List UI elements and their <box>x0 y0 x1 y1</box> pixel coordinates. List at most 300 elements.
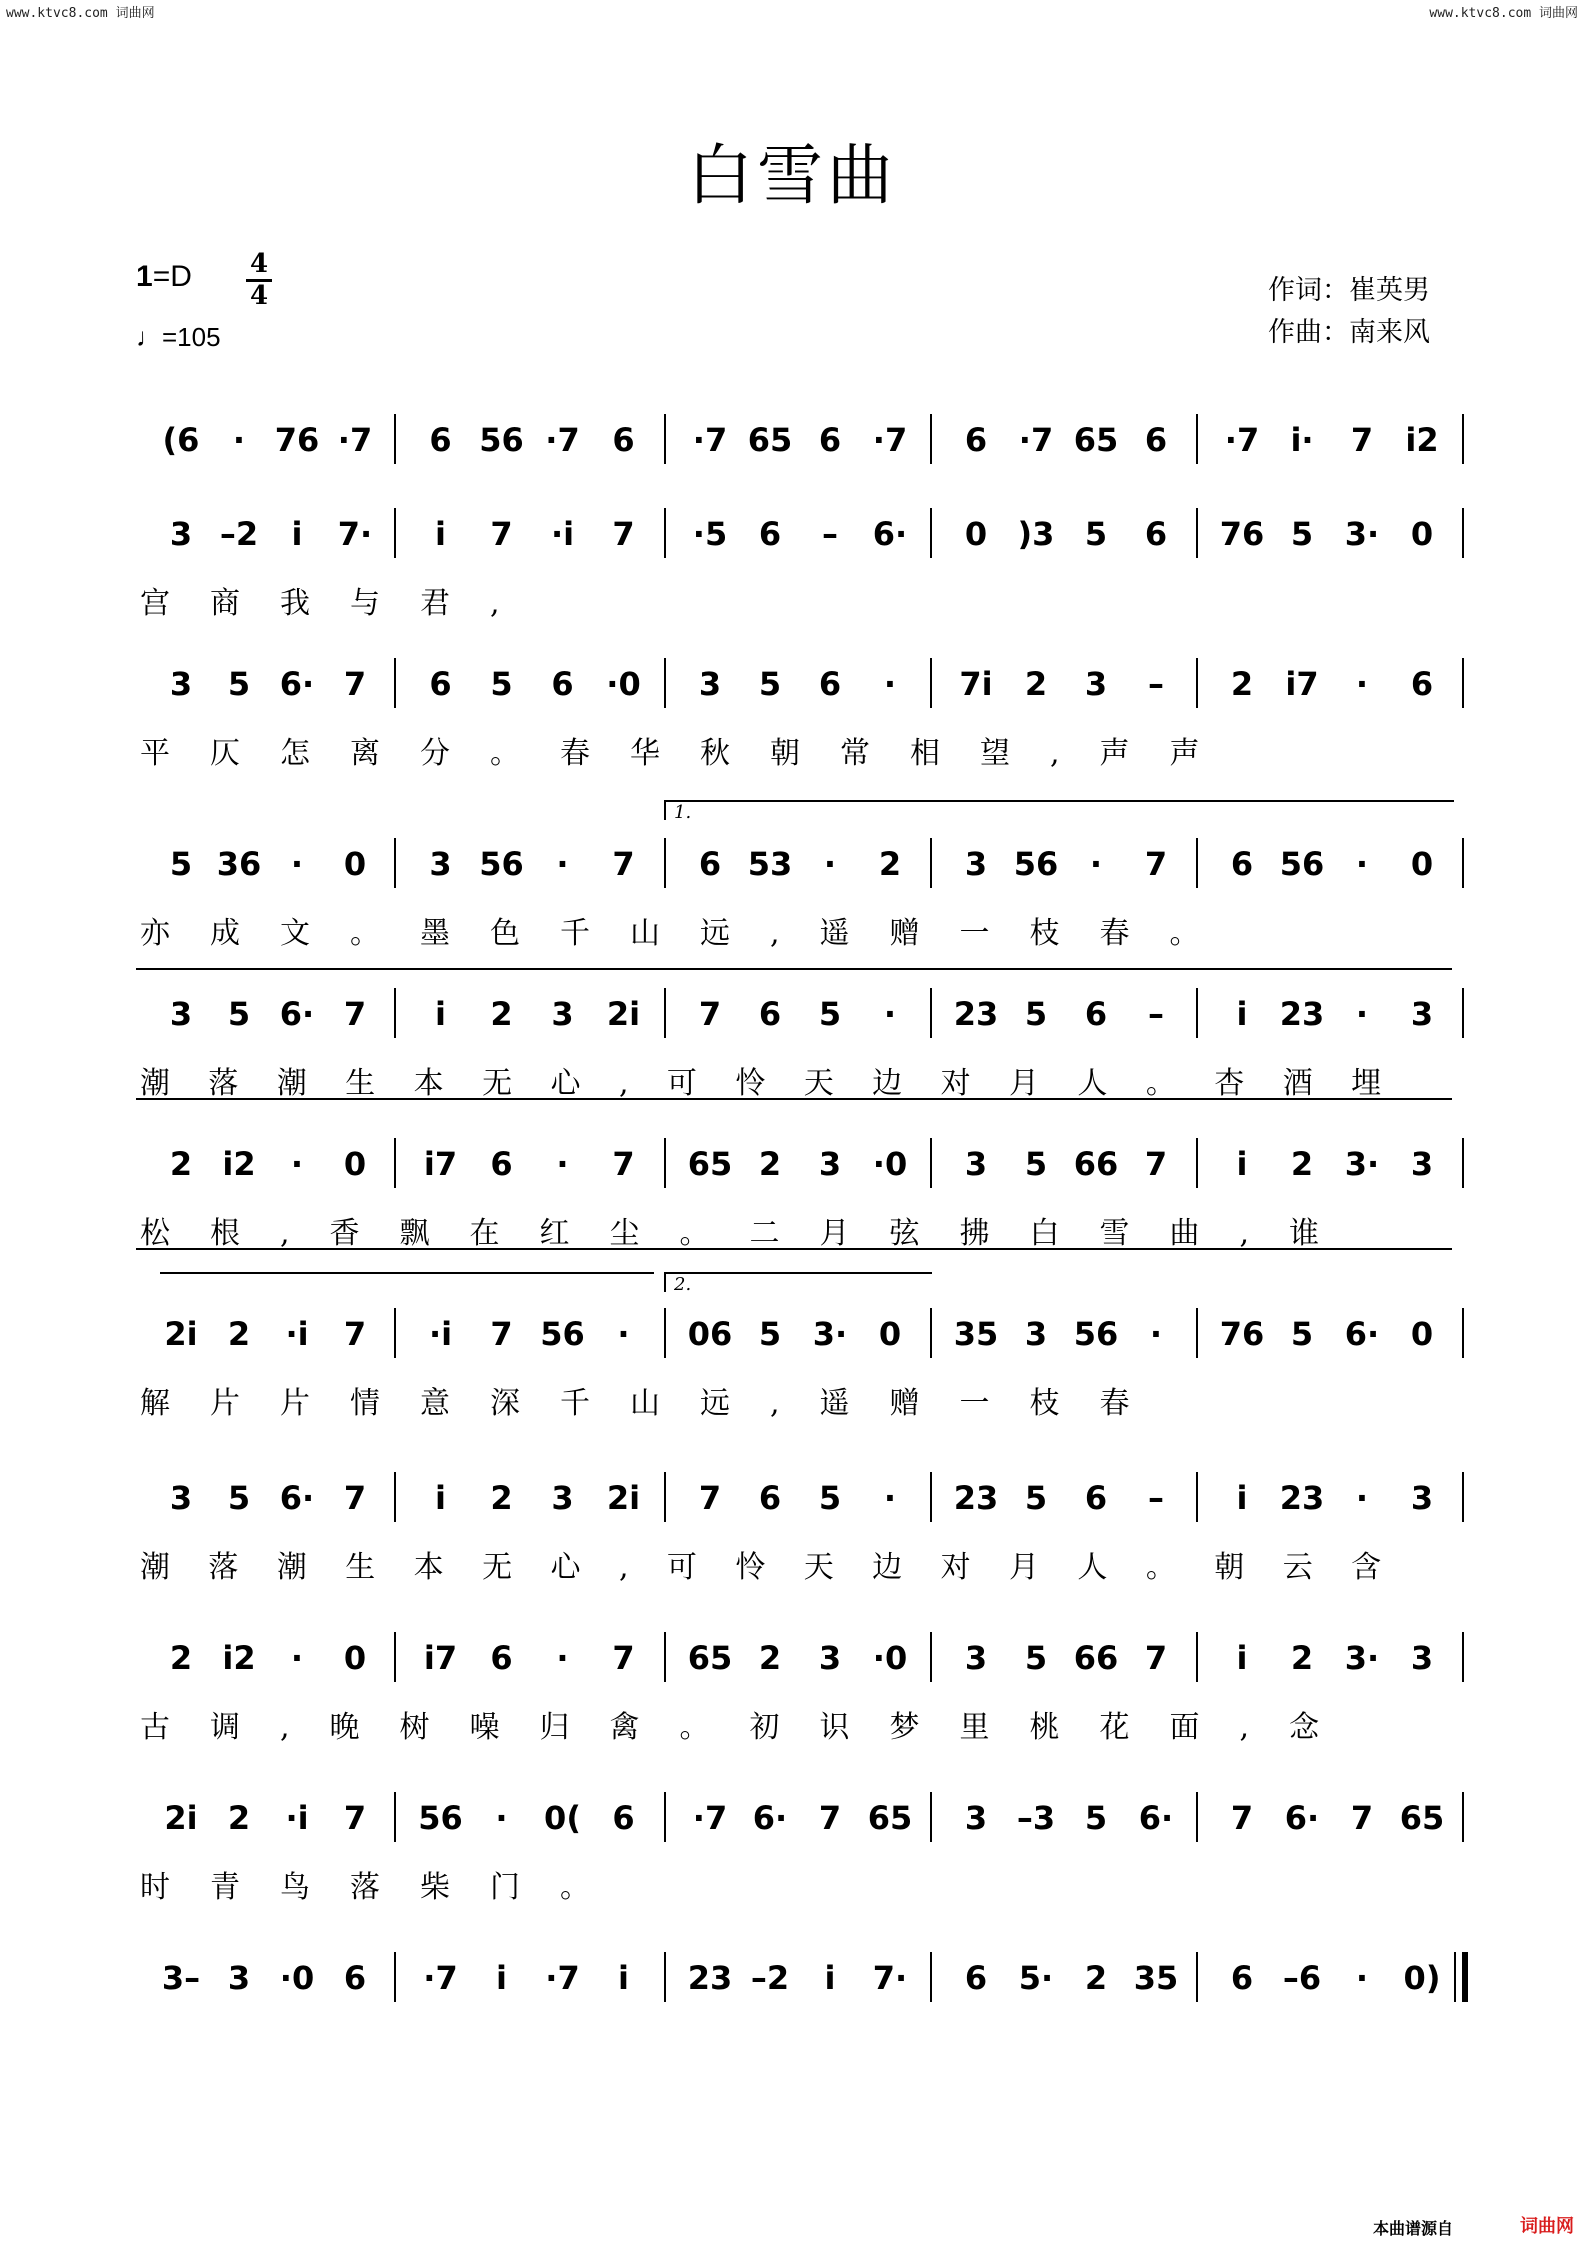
time-signature: 4 4 <box>246 250 272 311</box>
note-cell: · <box>1355 665 1369 703</box>
barline <box>1196 1472 1198 1522</box>
note-cell: 06 <box>687 1315 733 1353</box>
note-cell: 0 <box>343 1145 367 1183</box>
lyric-line: 亦成文。墨色千山远,遥赠一枝春。 <box>140 916 1240 951</box>
note-cell: 5 <box>1024 1639 1048 1677</box>
note-cell: 6 <box>551 665 574 703</box>
note-cell: 2 <box>1290 1145 1314 1183</box>
note-cell: · <box>883 1479 897 1517</box>
note-cell: 5 <box>818 1479 842 1517</box>
note-cell: 7 <box>343 1799 367 1837</box>
note-cell: 6· <box>1284 1799 1320 1837</box>
barline <box>394 838 396 888</box>
note-cell: · <box>883 995 897 1033</box>
note-cell: i <box>435 515 446 553</box>
note-cell: 3 <box>1024 1315 1048 1353</box>
barline <box>394 508 396 558</box>
note-cell: 6 <box>490 1145 513 1183</box>
note-cell: 6 <box>758 995 782 1033</box>
note-cell: 7 <box>698 1479 722 1517</box>
note-cell: ·0 <box>279 1959 315 1997</box>
note-cell: 3· <box>1344 515 1380 553</box>
note-cell: ·7 <box>423 1959 458 1997</box>
note-cell: ·7 <box>337 421 373 459</box>
note-cell: 3 <box>964 845 988 883</box>
note-cell: 5 <box>227 1479 251 1517</box>
note-cell: 0 <box>343 845 367 883</box>
note-cell: 2 <box>758 1145 782 1183</box>
barline <box>394 1308 396 1358</box>
note-cell: 2 <box>1290 1639 1314 1677</box>
barline <box>1462 414 1464 464</box>
lyric-line: 宫商我与君, <box>140 586 540 621</box>
note-cell: )3 <box>1017 515 1055 553</box>
key-signature: 1=D <box>136 260 192 293</box>
note-cell: 56 <box>1279 845 1325 883</box>
tempo-marking: ♩=105 <box>136 322 221 352</box>
barline <box>1462 1472 1464 1522</box>
note-cell: 56 <box>479 421 524 459</box>
note-cell: – <box>822 515 838 553</box>
note-cell: · <box>1089 845 1103 883</box>
note-cell: 65 <box>687 1145 733 1183</box>
note-cell: · <box>1355 995 1369 1033</box>
barline <box>1196 1138 1198 1188</box>
note-cell: 56 <box>1073 1315 1119 1353</box>
note-cell: ·7 <box>692 421 728 459</box>
lyric-line: 松根,香飘在红尘。二月弦拂白雪曲,谁 <box>140 1216 1360 1251</box>
barline <box>930 1138 932 1188</box>
note-cell: 5 <box>1024 995 1048 1033</box>
note-cell: 7 <box>612 515 635 553</box>
barline <box>664 1472 666 1522</box>
note-cell: 2i <box>164 1799 198 1837</box>
note-cell: i <box>824 1959 836 1997</box>
volta-second <box>664 1272 932 1295</box>
note-cell: 3 <box>169 665 193 703</box>
note-cell: 66 <box>1073 1639 1119 1677</box>
note-cell: · <box>232 421 246 459</box>
barline <box>1196 988 1198 1038</box>
note-cell: 0 <box>878 1315 902 1353</box>
note-cell: 0( <box>544 1799 581 1837</box>
note-cell: i <box>1236 1145 1248 1183</box>
lyricist-credit: 作词：崔英男 <box>1268 275 1430 306</box>
note-cell: 65 <box>1399 1799 1445 1837</box>
barline <box>1462 1952 1468 2002</box>
note-cell: 3 <box>169 515 193 553</box>
note-cell: 6 <box>698 845 722 883</box>
note-cell: i <box>435 1479 446 1517</box>
note-cell: 3 <box>1084 665 1108 703</box>
note-cell: 56 <box>418 1799 463 1837</box>
barline <box>394 414 396 464</box>
composer-credit: 作曲：南来风 <box>1268 317 1430 348</box>
note-cell: 5 <box>1024 1479 1048 1517</box>
note-cell: – <box>1148 995 1164 1033</box>
note-cell: 6 <box>612 1799 635 1837</box>
note-cell: –3 <box>1016 1799 1056 1837</box>
note-cell: – <box>1148 665 1164 703</box>
note-cell: 3· <box>1344 1639 1380 1677</box>
note-cell: 6 <box>343 1959 367 1997</box>
barline <box>930 658 932 708</box>
footer-site-logo: 词曲网 <box>1520 2216 1574 2237</box>
barline <box>930 1632 932 1682</box>
barline <box>930 508 932 558</box>
note-cell: 65 <box>867 1799 913 1837</box>
note-cell: 23 <box>1279 995 1325 1033</box>
volta-label: 2. <box>674 1274 692 1295</box>
note-cell: – <box>1148 1479 1164 1517</box>
note-cell: 2i <box>606 995 641 1033</box>
note-cell: i <box>435 995 446 1033</box>
note-cell: –2 <box>750 1959 790 1997</box>
note-cell: 6· <box>279 1479 315 1517</box>
note-cell: 7 <box>698 995 722 1033</box>
note-cell: 7 <box>343 1315 367 1353</box>
note-cell: i2 <box>1405 421 1439 459</box>
note-cell: 0 <box>1410 1315 1434 1353</box>
note-cell: 0) <box>1403 1959 1441 1997</box>
barline <box>1196 414 1198 464</box>
note-cell: 7 <box>1144 1145 1168 1183</box>
barline <box>1462 1138 1464 1188</box>
note-cell: 76 <box>1219 1315 1265 1353</box>
note-cell: i7 <box>423 1145 458 1183</box>
barline <box>1462 1632 1464 1682</box>
note-cell: 3 <box>818 1639 842 1677</box>
note-cell: · <box>883 665 897 703</box>
note-cell: i <box>1236 995 1248 1033</box>
note-cell: 7 <box>490 1315 513 1353</box>
note-cell: 65 <box>747 421 793 459</box>
note-cell: 65 <box>1073 421 1119 459</box>
barline <box>664 508 666 558</box>
note-cell: 6 <box>612 421 635 459</box>
note-cell: 66 <box>1073 1145 1119 1183</box>
note-cell: i· <box>1290 421 1314 459</box>
note-cell: 6 <box>1144 421 1168 459</box>
note-cell: 7 <box>343 995 367 1033</box>
note-cell: 7 <box>1144 1639 1168 1677</box>
note-cell: 7 <box>1350 1799 1374 1837</box>
note-cell: 3 <box>551 1479 574 1517</box>
barline <box>664 658 666 708</box>
note-cell: 56 <box>1013 845 1059 883</box>
note-cell: 7 <box>1350 421 1374 459</box>
note-cell: 3 <box>964 1145 988 1183</box>
note-cell: 56 <box>540 1315 585 1353</box>
note-cell: 5 <box>169 845 193 883</box>
note-cell: 5· <box>1018 1959 1054 1997</box>
note-cell: 3 <box>818 1145 842 1183</box>
note-cell: 0 <box>1410 515 1434 553</box>
note-cell: 76 <box>1219 515 1265 553</box>
note-cell: 2i <box>164 1315 198 1353</box>
barline <box>1454 1952 1456 2002</box>
note-cell: 6 <box>429 665 452 703</box>
lyric-separator <box>136 1248 1452 1250</box>
note-cell: 7· <box>337 515 373 553</box>
note-cell: i2 <box>222 1639 256 1677</box>
note-cell: 3 <box>429 845 452 883</box>
note-cell: 76 <box>274 421 320 459</box>
note-cell: · <box>1355 1959 1369 1997</box>
barline <box>1462 508 1464 558</box>
note-cell: 5 <box>227 995 251 1033</box>
volta-first <box>664 800 1454 823</box>
note-cell: 2 <box>227 1799 251 1837</box>
note-cell: 53 <box>747 845 793 883</box>
note-cell: 35 <box>1133 1959 1179 1997</box>
note-cell: 0 <box>964 515 988 553</box>
lyric-line: 潮落潮生本无心,可怜天边对月人。朝云含 <box>140 1550 1420 1585</box>
barline <box>1196 508 1198 558</box>
note-cell: 2 <box>490 995 513 1033</box>
barline <box>664 1952 666 2002</box>
barline <box>664 988 666 1038</box>
note-cell: 5 <box>758 665 782 703</box>
note-cell: ·i <box>285 1799 309 1837</box>
note-cell: 6 <box>818 421 842 459</box>
barline <box>1196 1308 1198 1358</box>
note-cell: 3 <box>1410 1639 1434 1677</box>
note-cell: ·i <box>285 1315 309 1353</box>
note-cell: 2 <box>169 1639 193 1677</box>
note-cell: ·7 <box>1224 421 1260 459</box>
note-cell: ·0 <box>872 1639 908 1677</box>
volta-label: 1. <box>674 802 692 823</box>
note-cell: 23 <box>1279 1479 1325 1517</box>
note-cell: 6 <box>818 665 842 703</box>
note-cell: 3 <box>169 1479 193 1517</box>
note-cell: 6 <box>1084 995 1108 1033</box>
credits <box>1268 270 1430 354</box>
barline <box>1462 1308 1464 1358</box>
barline <box>930 1792 932 1842</box>
note-cell: 5 <box>227 665 251 703</box>
barline <box>394 658 396 708</box>
lyric-separator <box>136 968 1452 970</box>
note-cell: 3– <box>161 1959 201 1997</box>
lyric-line: 解片片情意深千山远,遥赠一枝春 <box>140 1386 1170 1421</box>
note-cell: 5 <box>818 995 842 1033</box>
note-cell: ·7 <box>872 421 908 459</box>
barline <box>664 414 666 464</box>
note-cell: 6· <box>279 995 315 1033</box>
note-cell: i7 <box>1285 665 1319 703</box>
note-cell: 6· <box>752 1799 788 1837</box>
barline <box>1196 658 1198 708</box>
barline <box>930 1952 932 2002</box>
note-cell: 6 <box>1410 665 1434 703</box>
note-cell: 3 <box>698 665 722 703</box>
note-cell: · <box>556 1639 569 1677</box>
note-cell: 6 <box>1084 1479 1108 1517</box>
barline <box>1196 1632 1198 1682</box>
note-cell: ·0 <box>606 665 641 703</box>
note-cell: 3 <box>551 995 574 1033</box>
barline <box>394 1138 396 1188</box>
note-cell: ·7 <box>545 421 580 459</box>
note-cell: 7 <box>490 515 513 553</box>
note-cell: 2 <box>227 1315 251 1353</box>
note-cell: · <box>290 845 304 883</box>
note-cell: 6 <box>1230 845 1254 883</box>
note-cell: · <box>1355 1479 1369 1517</box>
barline <box>664 1308 666 1358</box>
note-cell: ·7 <box>692 1799 728 1837</box>
note-cell: 23 <box>953 995 999 1033</box>
note-cell: 7 <box>612 845 635 883</box>
note-cell: 5 <box>1024 1145 1048 1183</box>
barline <box>1462 1792 1464 1842</box>
barline <box>394 1792 396 1842</box>
barline <box>394 988 396 1038</box>
note-cell: 2i <box>606 1479 641 1517</box>
note-cell: 2 <box>1024 665 1048 703</box>
note-cell: ·5 <box>692 515 728 553</box>
note-cell: 23 <box>687 1959 733 1997</box>
barline <box>930 414 932 464</box>
note-cell: ·i <box>428 1315 453 1353</box>
note-cell: i <box>1236 1479 1248 1517</box>
note-cell: 7 <box>1144 845 1168 883</box>
note-cell: 2 <box>1230 665 1254 703</box>
barline <box>394 1472 396 1522</box>
note-cell: 5 <box>1084 1799 1108 1837</box>
note-cell: 7· <box>872 1959 908 1997</box>
note-cell: 23 <box>953 1479 999 1517</box>
watermark-left: www.ktvc8.com 词曲网 <box>6 6 155 21</box>
note-cell: 7 <box>612 1145 635 1183</box>
barline <box>1462 988 1464 1038</box>
lyric-line: 潮落潮生本无心,可怜天边对月人。杏酒埋 <box>140 1066 1420 1101</box>
note-cell: ·i <box>550 515 575 553</box>
note-cell: 3 <box>1410 1479 1434 1517</box>
lyric-line: 古调,晚树噪归禽。初识梦里桃花面,念 <box>140 1710 1360 1745</box>
song-title: 白雪曲 <box>687 137 897 214</box>
note-cell: 3 <box>964 1639 988 1677</box>
note-cell: 3 <box>227 1959 251 1997</box>
note-cell: 3· <box>1344 1145 1380 1183</box>
note-cell: 65 <box>687 1639 733 1677</box>
note-cell: ·7 <box>545 1959 580 1997</box>
note-cell: 5 <box>490 665 513 703</box>
note-cell: 7 <box>612 1639 635 1677</box>
note-cell: · <box>617 1315 630 1353</box>
note-cell: 2 <box>1084 1959 1108 1997</box>
note-cell: 2 <box>169 1145 193 1183</box>
note-cell: · <box>495 1799 508 1837</box>
note-cell: ·0 <box>872 1145 908 1183</box>
note-cell: 5 <box>1290 1315 1314 1353</box>
note-cell: –6 <box>1282 1959 1322 1997</box>
note-cell: 2 <box>758 1639 782 1677</box>
note-cell: 36 <box>216 845 262 883</box>
note-cell: · <box>1149 1315 1163 1353</box>
note-cell: 6· <box>1344 1315 1380 1353</box>
barline <box>930 1472 932 1522</box>
note-cell: i <box>618 1959 629 1997</box>
note-cell: 5 <box>1084 515 1108 553</box>
note-cell: 35 <box>953 1315 999 1353</box>
barline <box>930 838 932 888</box>
lyric-line: 时青鸟落柴门。 <box>140 1870 630 1905</box>
note-cell: 6 <box>429 421 452 459</box>
barline <box>930 988 932 1038</box>
note-cell: i <box>1236 1639 1248 1677</box>
lyric-line: 平仄怎离分。春华秋朝常相望,声声 <box>140 736 1240 771</box>
note-cell: 3 <box>964 1799 988 1837</box>
footer-source: 本曲谱源自 <box>1373 2219 1454 2238</box>
note-cell: · <box>556 845 569 883</box>
note-cell: 6· <box>872 515 908 553</box>
note-cell: · <box>823 845 837 883</box>
barline <box>930 1308 932 1358</box>
note-cell: · <box>290 1639 304 1677</box>
note-cell: 6 <box>758 1479 782 1517</box>
note-cell: i <box>291 515 303 553</box>
note-cell: 3 <box>169 995 193 1033</box>
note-cell: 7 <box>1230 1799 1254 1837</box>
note-cell: 5 <box>1290 515 1314 553</box>
note-cell: 3 <box>1410 1145 1434 1183</box>
barline <box>1196 1952 1198 2002</box>
barline <box>664 1632 666 1682</box>
barline <box>1196 1792 1198 1842</box>
volta-line <box>160 1272 654 1274</box>
note-cell: 0 <box>343 1639 367 1677</box>
note-cell: 7 <box>818 1799 842 1837</box>
note-cell: 7 <box>343 1479 367 1517</box>
watermark-right: www.ktvc8.com 词曲网 <box>1429 6 1578 21</box>
note-cell: i <box>496 1959 507 1997</box>
note-cell: 6 <box>1144 515 1168 553</box>
lyric-separator <box>136 1098 1452 1100</box>
note-cell: 6 <box>964 1959 988 1997</box>
barline <box>664 1792 666 1842</box>
barline <box>1462 658 1464 708</box>
note-cell: · <box>556 1145 569 1183</box>
note-cell: i2 <box>222 1145 256 1183</box>
note-cell: 6 <box>490 1639 513 1677</box>
note-cell: i7 <box>423 1639 458 1677</box>
note-cell: · <box>290 1145 304 1183</box>
barline <box>394 1632 396 1682</box>
note-cell: 2 <box>878 845 902 883</box>
note-cell: 2 <box>490 1479 513 1517</box>
barline <box>1462 838 1464 888</box>
note-cell: 6· <box>279 665 315 703</box>
note-cell: (6 <box>162 421 200 459</box>
note-cell: 6 <box>964 421 988 459</box>
barline <box>664 838 666 888</box>
note-cell: 3· <box>812 1315 848 1353</box>
note-cell: –2 <box>219 515 259 553</box>
note-cell: 6 <box>1230 1959 1254 1997</box>
note-cell: 56 <box>479 845 524 883</box>
note-cell: 7 <box>343 665 367 703</box>
note-cell: ·7 <box>1018 421 1054 459</box>
note-cell: 6· <box>1138 1799 1174 1837</box>
note-cell: 3 <box>1410 995 1434 1033</box>
barline <box>664 1138 666 1188</box>
note-cell: · <box>1355 845 1369 883</box>
barline <box>394 1952 396 2002</box>
note-cell: 6 <box>758 515 782 553</box>
